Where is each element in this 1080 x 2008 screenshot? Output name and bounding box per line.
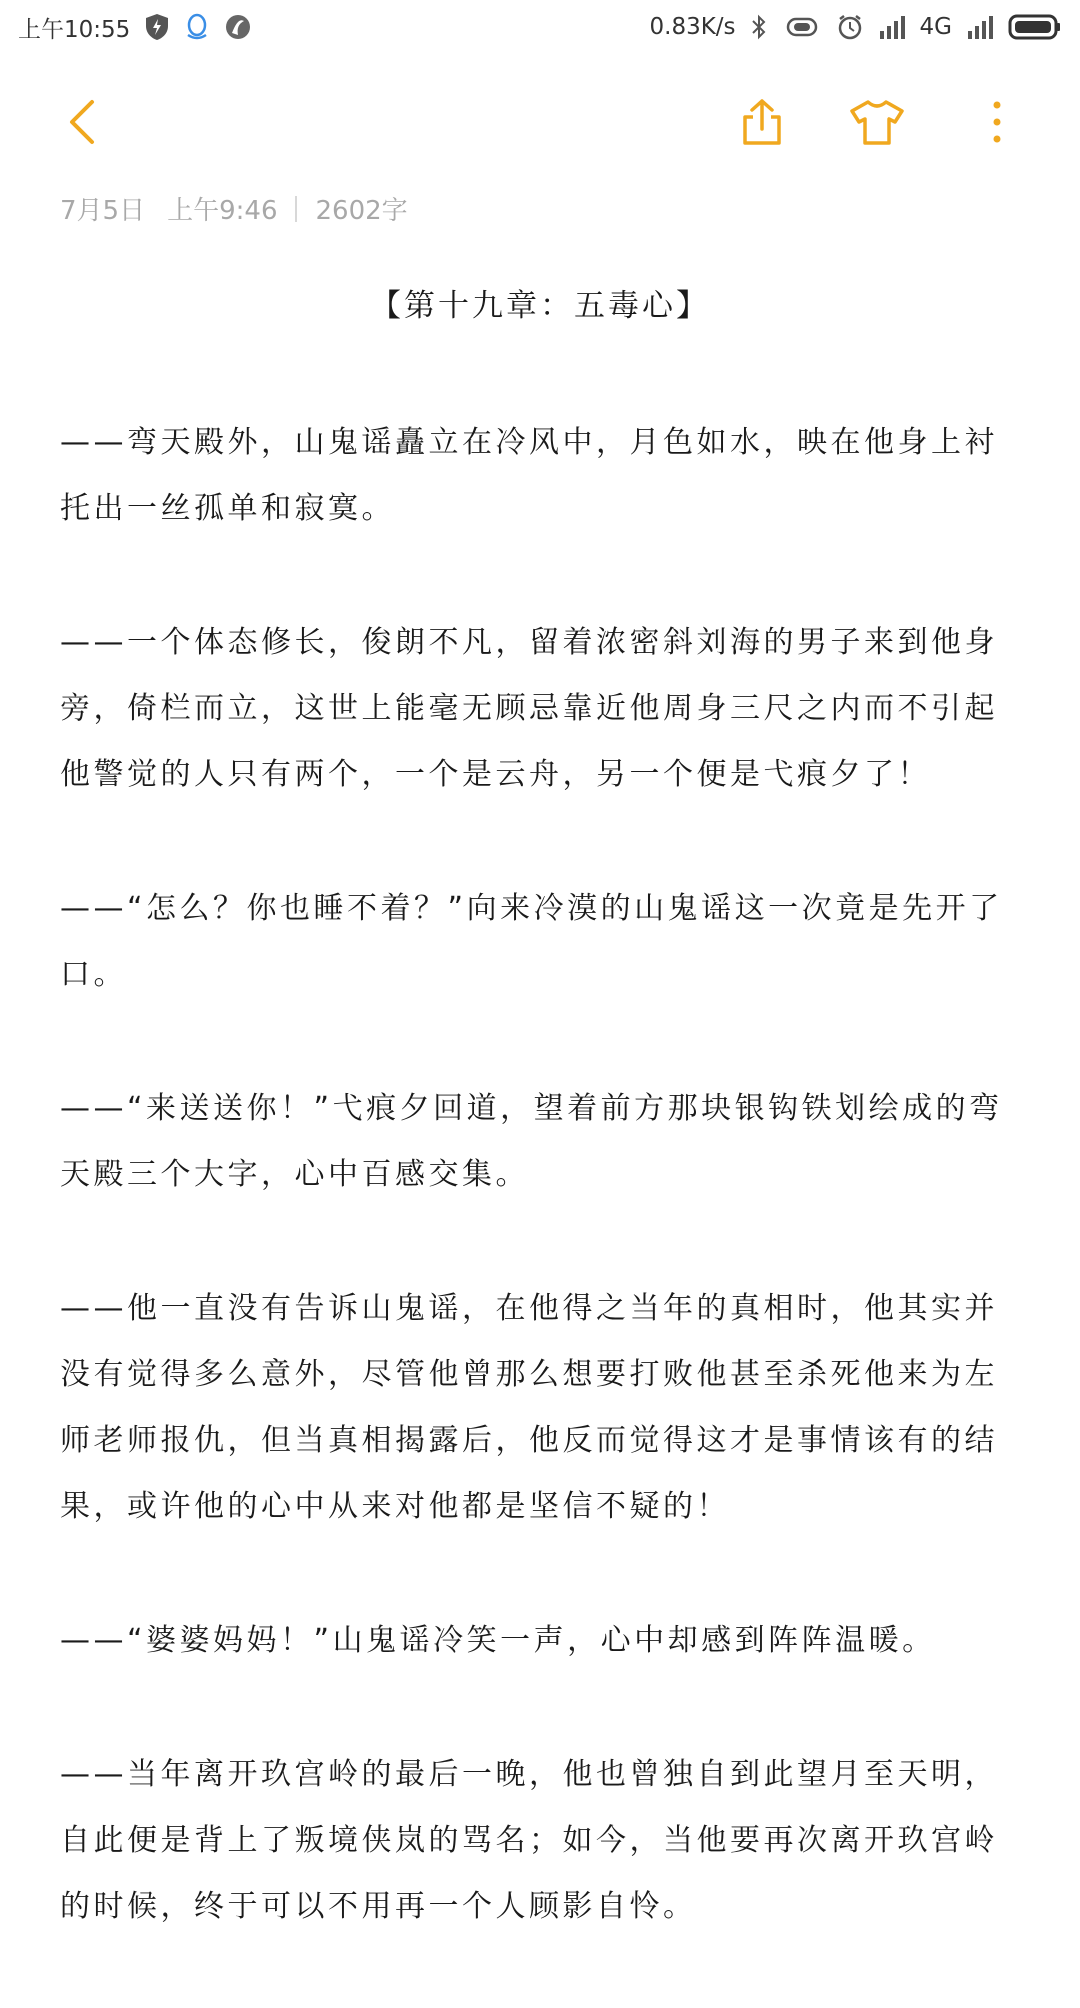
signal-icon bbox=[878, 15, 906, 39]
paragraph: ——他一直没有告诉山鬼谣，在他得之当年的真相时，他其实并没有觉得多么意外，尽管他曾那么想要打败他甚至杀死他来为左师老师报仇，但当真相揭露后，他反而觉得这才是事情该有的结果，或许他的心中从来对他都是坚信不疑的！ bbox=[60, 1291, 998, 1524]
back-icon bbox=[62, 97, 102, 147]
note-title[interactable]: 【第十九章：五毒心】 bbox=[370, 288, 710, 324]
network-speed: 0.83K/s bbox=[649, 14, 736, 40]
browser-icon bbox=[224, 13, 252, 41]
paragraph: ——“怎么？你也睡不着？”向来冷漠的山鬼谣这一次竟是先开了口。 bbox=[60, 891, 1003, 992]
theme-button[interactable] bbox=[845, 90, 909, 154]
vibrate-icon bbox=[782, 13, 822, 41]
paragraph: ——“婆婆妈妈！”山鬼谣冷笑一声，心中却感到阵阵温暖。 bbox=[60, 1623, 936, 1658]
back-button[interactable] bbox=[50, 90, 114, 154]
note-time: 上午9:46 bbox=[167, 196, 278, 226]
meta-divider bbox=[295, 196, 297, 222]
note-date: 7月5日 bbox=[60, 196, 146, 226]
paragraph: ——当年离开玖宫岭的最后一晚，他也曾独自到此望月至天明，自此便是背上了叛境侠岚的骂名；如今，当他要再次离开玖宫岭的时候，终于可以不用再一个人顾影自怜。 bbox=[60, 1757, 998, 1924]
note-meta bbox=[60, 190, 408, 227]
bluetooth-icon bbox=[750, 13, 768, 41]
share-icon bbox=[737, 97, 787, 147]
paragraph: ——弯天殿外，山鬼谣矗立在冷风中，月色如水，映在他身上衬托出一丝孤单和寂寞。 bbox=[60, 425, 998, 526]
paragraph: ——“来送送你！”弋痕夕回道，望着前方那块银钩铁划绘成的弯天殿三个大字，心中百感交集。 bbox=[60, 1091, 1003, 1192]
signal-icon-2 bbox=[966, 15, 994, 39]
battery-icon bbox=[1008, 13, 1062, 41]
shield-icon bbox=[144, 13, 170, 41]
more-vertical-icon bbox=[987, 97, 1007, 147]
network-type: 4G bbox=[919, 14, 952, 40]
toolbar bbox=[0, 70, 1080, 170]
share-button[interactable] bbox=[730, 90, 794, 154]
qq-icon bbox=[184, 13, 210, 41]
alarm-icon bbox=[836, 13, 864, 41]
more-button[interactable] bbox=[965, 90, 1029, 154]
word-count: 2602字 bbox=[315, 196, 408, 226]
note-body[interactable] bbox=[60, 410, 1020, 2008]
tshirt-icon bbox=[848, 97, 906, 147]
status-time: 上午10:55 bbox=[18, 16, 131, 43]
paragraph: ——一个体态修长，俊朗不凡，留着浓密斜刘海的男子来到他身旁，倚栏而立，这世上能毫无顾忌靠近他周身三尺之内而不引起他警觉的人只有两个，一个是云舟，另一个便是弋痕夕了！ bbox=[60, 625, 998, 792]
status-bar bbox=[0, 0, 1080, 54]
